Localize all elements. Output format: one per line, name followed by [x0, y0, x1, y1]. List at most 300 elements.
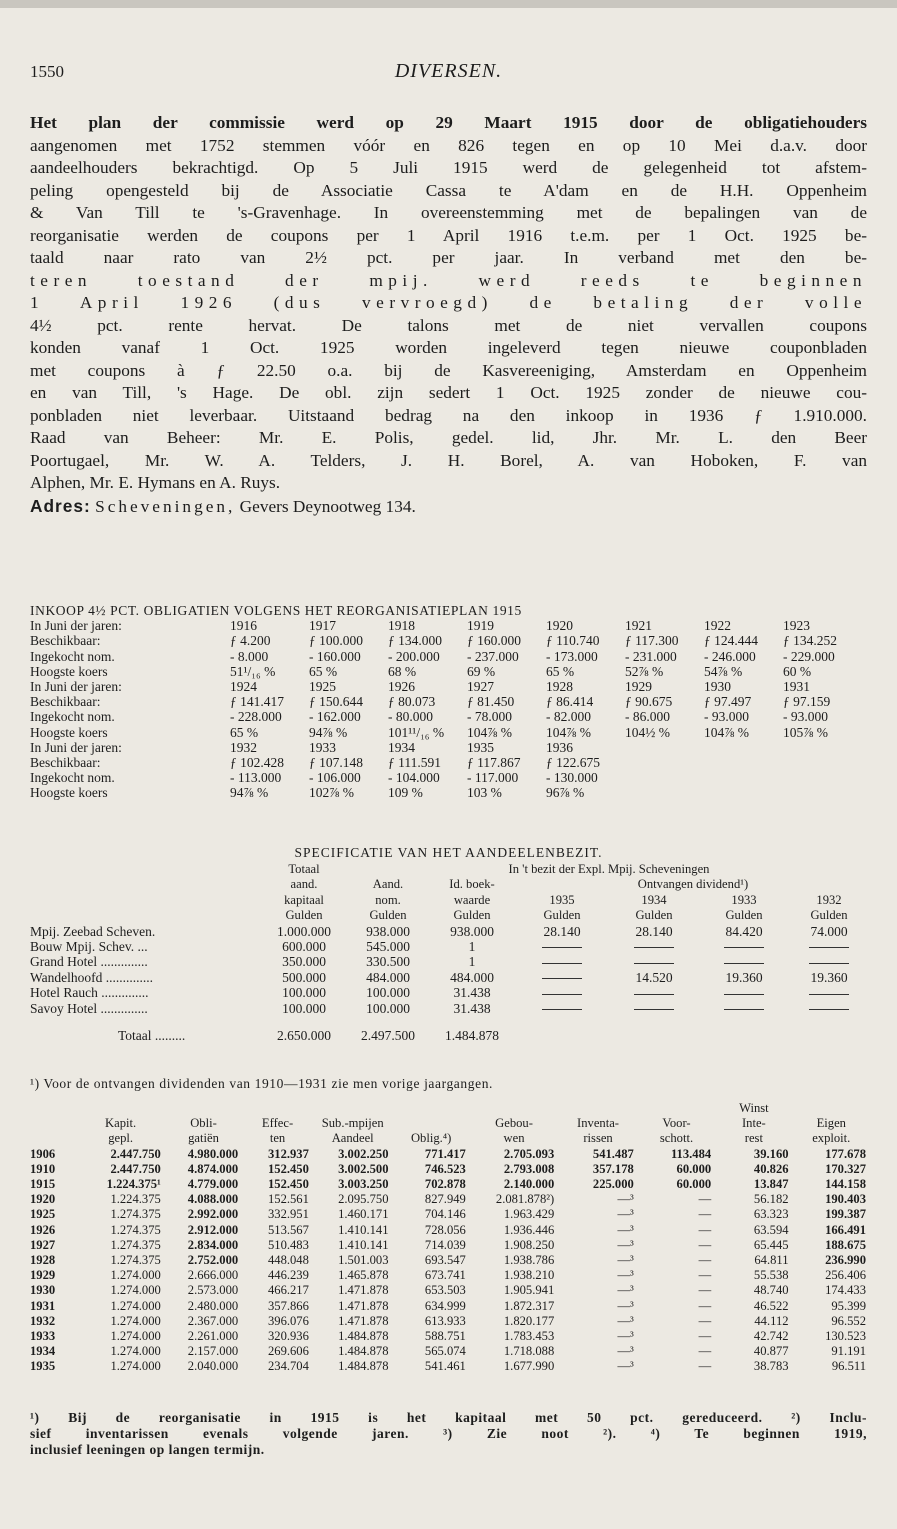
inkoop-cell: 102⅞ % [309, 785, 354, 801]
spec-dash [608, 985, 700, 1000]
inkoop-cell: 94⅞ % [309, 724, 348, 740]
inkoop-cell: ƒ 110.740 [546, 633, 600, 649]
spec-head: Totaal [288, 862, 320, 876]
finance-cell: 448.048 [267, 1253, 309, 1268]
inkoop-cell: - 229.000 [783, 648, 835, 664]
spec-cell: 74.000 [810, 923, 848, 939]
spec-cell: 1.000.000 [277, 923, 331, 939]
inkoop-cell: - 93.000 [704, 709, 749, 725]
finance-head: Effec- [261, 1116, 294, 1131]
finance-cell: 1.410.141 [338, 1237, 389, 1252]
finance-cell: — [698, 1222, 712, 1237]
finance-head: exploit. [812, 1131, 851, 1146]
inkoop-cell: 104⅞ % [467, 724, 512, 740]
finance-cell: —³ [617, 1344, 634, 1359]
inkoop-cell: 96⅞ % [546, 785, 585, 801]
spec-dash [516, 970, 608, 985]
finance-head: wen [503, 1131, 525, 1146]
dash-mark [809, 1009, 849, 1010]
finance-cell: 56.182 [753, 1192, 789, 1207]
finance-row [30, 1147, 870, 1162]
finance-head: Oblig.⁴) [410, 1131, 452, 1146]
finance-cell: —³ [617, 1192, 634, 1207]
spec-table [30, 862, 870, 1043]
inkoop-cell: 60 % [783, 663, 812, 679]
finance-cell: 1.274.000 [110, 1313, 161, 1328]
spec-row-label: Savoy Hotel .............. [30, 1000, 148, 1016]
finance-cell: 269.606 [267, 1344, 309, 1359]
inkoop-cell [625, 755, 704, 770]
finance-cell: 63.323 [753, 1207, 789, 1222]
finance-cell: 13.847 [753, 1177, 789, 1192]
spec-head: waarde [453, 892, 491, 907]
finance-head [30, 1116, 76, 1131]
finance-cell: 96.552 [831, 1313, 866, 1328]
finance-cell: 44.112 [754, 1313, 789, 1328]
spec-row-label: Bouw Mpij. Schev. ... [30, 939, 148, 955]
inkoop-cell: 1934 [388, 739, 415, 755]
spec-cell: 1 [468, 954, 476, 970]
finance-cell: 613.933 [424, 1313, 466, 1328]
finance-head-row [30, 1101, 870, 1116]
finance-head-row [30, 1131, 870, 1146]
inkoop-title: INKOOP 4½ PCT. OBLIGATIEN VOLGENS HET REORGANISATIEPLAN 1915 [30, 603, 522, 618]
spec-title: SPECIFICATIE VAN HET AANDEELENBEZIT. [294, 845, 603, 860]
paragraph-line: teren toestand der mpij. werd reeds te beginnen [30, 270, 867, 290]
dash-mark [634, 947, 674, 948]
finance-head [392, 1116, 469, 1131]
finance-cell: 446.239 [267, 1268, 309, 1283]
inkoop-cell: 1928 [546, 679, 573, 694]
inkoop-cell: - 173.000 [546, 648, 598, 664]
finance-head [470, 1101, 558, 1116]
finance-row [30, 1162, 870, 1177]
finance-cell: 1.274.000 [110, 1359, 161, 1374]
finance-cell: 2.992.000 [187, 1207, 239, 1222]
inkoop-cell: 1921 [625, 618, 652, 634]
finance-row [30, 1344, 870, 1359]
finance-cell: 166.491 [825, 1222, 866, 1237]
finance-cell: — [698, 1313, 712, 1328]
finance-cell: 1.274.000 [110, 1268, 161, 1283]
spec-cell: 938.000 [450, 923, 494, 939]
finance-cell: 177.678 [825, 1146, 866, 1161]
inkoop-cell: - 78.000 [467, 709, 512, 725]
finance-head: rissen [583, 1131, 613, 1146]
inkoop-cell: 104⅞ % [704, 724, 749, 740]
finance-cell: 728.056 [424, 1222, 466, 1237]
inkoop-cell: 1936 [546, 739, 573, 755]
finance-year: 1906 [30, 1146, 56, 1161]
finance-row [30, 1314, 870, 1329]
spec-cell: 545.000 [366, 939, 410, 955]
finance-cell: 1.410.141 [338, 1222, 389, 1237]
spec-row-label: Hotel Rauch .............. [30, 985, 149, 1001]
inkoop-cell: - 80.000 [388, 709, 433, 725]
inkoop-cell [704, 755, 783, 770]
inkoop-cell: ƒ 97.159 [783, 694, 831, 710]
finance-year: 1915 [30, 1177, 56, 1192]
dash-mark [542, 1009, 582, 1010]
finance-cell: 510.483 [267, 1237, 309, 1252]
inkoop-cell: 109 % [388, 785, 423, 801]
inkoop-cell: 54⅞ % [704, 663, 743, 679]
spec-dash [516, 1001, 608, 1016]
spec-total-value: 2.497.500 [361, 1028, 415, 1044]
spec-cell: 31.438 [453, 985, 491, 1001]
finance-cell: 3.002.500 [338, 1161, 389, 1176]
paragraph-line: aandeelhouders bekrachtigd. Op 5 Juli 1915 werd de gelegenheid tot afstem- [30, 158, 867, 177]
finance-cell: 1.677.990 [503, 1359, 555, 1374]
inkoop-cell [783, 740, 862, 755]
finance-head: gatiën [188, 1131, 219, 1146]
inkoop-cell: 94⅞ % [230, 785, 269, 801]
spec-head: 1932 [816, 892, 842, 907]
inkoop-row-label: Ingekocht nom. [30, 709, 115, 725]
spec-dash [700, 985, 788, 1000]
spec-head: Gulden [453, 908, 491, 923]
finance-head: Sub.-mpijen [321, 1116, 384, 1131]
spec-dash [700, 939, 788, 954]
finance-head: Winst [739, 1101, 769, 1115]
footnote-line: sief inventarissen evenals volgende jaren. ³) Zie noot ²). ⁴) Te beginnen 1919, [30, 1426, 867, 1441]
finance-cell: 2.666.000 [187, 1268, 239, 1283]
finance-cell: —³ [617, 1298, 634, 1313]
spec-cell: 28.140 [635, 923, 673, 939]
spec-head: Ontvangen dividend¹) [637, 877, 749, 892]
footnote-line: inclusief leeningen op langen termijn. [30, 1442, 265, 1457]
finance-cell: 1.465.878 [338, 1268, 389, 1283]
inkoop-cell: 1923 [783, 618, 810, 634]
finance-cell: 55.538 [753, 1268, 789, 1283]
address-line [30, 495, 867, 518]
spec-total-value: 2.650.000 [277, 1028, 331, 1044]
spec-head: 1933 [731, 892, 757, 907]
finance-cell: 236.990 [825, 1253, 866, 1268]
finance-cell: 1.274.000 [110, 1298, 161, 1313]
finance-head: Gebou- [495, 1116, 533, 1131]
inkoop-cell [783, 770, 862, 785]
inkoop-cell: ƒ 90.675 [625, 694, 673, 710]
inkoop-cell: - 160.000 [309, 648, 361, 664]
finance-cell: 1.471.878 [338, 1283, 389, 1298]
inkoop-cell: 52⅞ % [625, 663, 664, 679]
inkoop-row-label: Beschikbaar: [30, 633, 101, 649]
finance-year: 1930 [30, 1283, 56, 1298]
spec-cell: 600.000 [282, 939, 326, 955]
finance-cell: 396.076 [267, 1313, 309, 1328]
inkoop-cell: ƒ 160.000 [467, 633, 521, 649]
finance-year: 1920 [30, 1192, 56, 1207]
spec-head: nom. [375, 892, 401, 907]
finance-cell: 225.000 [592, 1177, 634, 1192]
inkoop-row [30, 740, 862, 755]
inkoop-cell: 65 % [309, 663, 338, 679]
spec-dash [700, 954, 788, 969]
spec-head: Gulden [725, 908, 763, 923]
inkoop-cell: ƒ 150.644 [309, 694, 363, 710]
finance-head: Inte- [741, 1116, 766, 1131]
finance-table [30, 1101, 870, 1375]
finance-year: 1927 [30, 1237, 56, 1252]
finance-cell: 1.274.000 [110, 1329, 161, 1344]
inkoop-cell: ƒ 122.675 [546, 755, 600, 771]
inkoop-cell: 65 % [546, 663, 575, 679]
paragraph-line: Raad van Beheer: Mr. E. Polis, gedel. lid, Jhr. Mr. L. den Beer [30, 428, 867, 447]
finance-head [242, 1101, 313, 1116]
inkoop-cell [783, 785, 862, 800]
inkoop-row [30, 649, 862, 664]
inkoop-row [30, 633, 862, 648]
finance-cell: 96.511 [831, 1359, 866, 1374]
finance-row [30, 1329, 870, 1344]
finance-cell: 702.878 [424, 1177, 466, 1192]
finance-year: 1933 [30, 1329, 56, 1344]
finance-cell: 1.938.210 [503, 1268, 555, 1283]
finance-head [76, 1101, 164, 1116]
finance-cell: 2.834.000 [187, 1237, 239, 1252]
inkoop-cell: ƒ 141.417 [230, 694, 284, 710]
finance-row [30, 1177, 870, 1192]
finance-cell: — [698, 1298, 712, 1313]
finance-head: schott. [659, 1131, 694, 1146]
dash-mark [809, 963, 849, 964]
finance-row [30, 1359, 870, 1374]
finance-cell: 1.872.317 [503, 1298, 555, 1313]
finance-cell: — [698, 1359, 712, 1374]
inkoop-cell: ƒ 134.252 [783, 633, 837, 649]
finance-cell: 174.433 [825, 1283, 866, 1298]
inkoop-cell: - 237.000 [467, 648, 519, 664]
spec-row-label: Grand Hotel .............. [30, 954, 148, 970]
finance-cell: 466.217 [267, 1283, 309, 1298]
finance-cell: — [698, 1283, 712, 1298]
inkoop-row-label: Ingekocht nom. [30, 648, 115, 664]
inkoop-row [30, 709, 862, 724]
inkoop-cell: - 246.000 [704, 648, 756, 664]
spec-head: Gulden [543, 908, 581, 923]
inkoop-cell: 104⅞ % [546, 724, 591, 740]
finance-cell: 1.908.250 [503, 1237, 555, 1252]
finance-rows [30, 1101, 870, 1375]
spec-head: 1934 [641, 892, 667, 907]
inkoop-rows [30, 618, 862, 800]
finance-cell: 2.157.000 [187, 1344, 239, 1359]
finance-cell: 3.002.250 [338, 1146, 389, 1161]
paragraph-line: Het plan der commissie werd op 29 Maart 1915 door de obligatiehouders [30, 113, 867, 132]
spec-row [30, 939, 870, 954]
spec-cell: 19.360 [810, 969, 848, 985]
paragraph-line: aangenomen met 1752 stemmen vóór en 826 tegen en op 10 Mei d.a.v. door [30, 135, 867, 155]
spec-head: aand. [290, 877, 318, 892]
inkoop-cell [625, 785, 704, 800]
finance-cell: 1.484.878 [338, 1344, 389, 1359]
page-number: 1550 [30, 62, 64, 81]
spec-dash [608, 1001, 700, 1016]
finance-head [165, 1101, 242, 1116]
finance-cell: 38.783 [753, 1359, 789, 1374]
finance-cell: 1.936.446 [503, 1222, 555, 1237]
inkoop-row-label: Hoogste koers [30, 785, 108, 801]
inkoop-cell: - 231.000 [625, 648, 677, 664]
dash-mark [809, 947, 849, 948]
inkoop-cell: ƒ 117.867 [467, 755, 521, 771]
finance-head [313, 1101, 393, 1116]
spec-head: Id. boek- [449, 877, 495, 892]
finance-cell: 3.003.250 [338, 1177, 389, 1192]
finance-cell: 188.675 [825, 1237, 866, 1252]
inkoop-row [30, 785, 862, 800]
finance-cell: 1.274.375 [110, 1222, 161, 1237]
spec-cell: 330.500 [366, 954, 410, 970]
finance-cell: 312.937 [267, 1146, 309, 1161]
inkoop-cell [783, 755, 862, 770]
finance-cell: 2.095.750 [338, 1192, 389, 1207]
paragraph-line: reorganisatie werden de coupons per 1 April 1916 t.e.m. per 1 Oct. 1925 be- [30, 225, 867, 245]
inkoop-cell: 1930 [704, 679, 731, 694]
finance-cell: 746.523 [424, 1161, 466, 1176]
paragraph-line: en van Till, 's Hage. De obl. zijn sedert 1 Oct. 1925 zonder de nieuwe cou- [30, 383, 867, 402]
finance-head [558, 1101, 638, 1116]
spec-cell: 1 [468, 939, 476, 955]
spec-dash [516, 954, 608, 969]
finance-year: 1931 [30, 1298, 56, 1313]
inkoop-cell: 1926 [388, 679, 415, 694]
finance-head: ten [269, 1131, 286, 1146]
spec-dash [788, 939, 870, 954]
inkoop-cell: - 93.000 [783, 709, 828, 725]
paragraph-line: met coupons à ƒ 22.50 o.a. bij de Kasvereeniging, Amsterdam en Oppenheim [30, 360, 867, 380]
spec-row [30, 985, 870, 1000]
dash-mark [724, 947, 764, 948]
inkoop-cell: 104½ % [625, 724, 670, 740]
spec-dash [516, 939, 608, 954]
dash-mark [634, 994, 674, 995]
finance-head: Inventa- [577, 1116, 620, 1131]
finance-cell: 190.403 [825, 1192, 866, 1207]
finance-head [793, 1101, 870, 1116]
inkoop-cell: 1922 [704, 618, 731, 634]
finance-cell: 1.471.878 [338, 1298, 389, 1313]
inkoop-cell: - 162.000 [309, 709, 361, 725]
finance-cell: 40.877 [753, 1344, 789, 1359]
finance-cell: 2.912.000 [187, 1222, 239, 1237]
finance-cell: 357.178 [592, 1161, 634, 1176]
dash-mark [809, 994, 849, 995]
dash-mark [634, 1009, 674, 1010]
finance-cell: — [698, 1329, 712, 1344]
spec-cell: 100.000 [282, 1000, 326, 1016]
inkoop-cell: - 104.000 [388, 770, 440, 786]
spec-footnote: ¹) Voor de ontvangen dividenden van 1910—1931 zie men vorige jaargangen. [30, 1076, 494, 1091]
inkoop-cell: ƒ 107.148 [309, 755, 363, 771]
spec-total-label: Totaal ......... [118, 1028, 186, 1044]
finance-cell: 2.752.000 [187, 1253, 239, 1268]
spec-dash [608, 954, 700, 969]
finance-cell: 65.445 [753, 1237, 789, 1252]
inkoop-cell: 65 % [230, 724, 259, 740]
finance-head [638, 1101, 715, 1116]
spec-cell: 484.000 [366, 969, 410, 985]
finance-cell: 1.471.878 [338, 1313, 389, 1328]
finance-head: Obli- [190, 1116, 217, 1131]
inkoop-row-label: In Juni der jaren: [30, 679, 122, 694]
inkoop-cell: 1917 [309, 618, 336, 634]
finance-cell: 1.820.177 [503, 1313, 555, 1328]
finance-cell: 1.274.375 [110, 1207, 161, 1222]
finance-head: gepl. [108, 1131, 134, 1146]
inkoop-cell: ƒ 97.497 [704, 694, 752, 710]
finance-cell: 704.146 [424, 1207, 466, 1222]
inkoop-cell: - 82.000 [546, 709, 591, 725]
main-paragraph [30, 112, 867, 517]
dash-mark [724, 963, 764, 964]
inkoop-row-label: Hoogste koers [30, 724, 108, 740]
address-street: Gevers Deynootweg 134. [239, 496, 416, 516]
spec-head: Gulden [810, 908, 848, 923]
spec-cell: 100.000 [366, 985, 410, 1001]
dash-mark [542, 963, 582, 964]
inkoop-cell: 1931 [783, 679, 810, 694]
finance-cell: — [698, 1207, 712, 1222]
finance-cell: 4.980.000 [187, 1146, 239, 1161]
finance-cell: 1.460.171 [338, 1207, 389, 1222]
inkoop-cell: - 130.000 [546, 770, 598, 786]
inkoop-cell: ƒ 117.300 [625, 633, 679, 649]
paragraph-line: & Van Till te 's-Gravenhage. In overeenstemming met de bepalingen van de [30, 203, 867, 222]
finance-year: 1928 [30, 1253, 56, 1268]
finance-cell: 91.191 [831, 1344, 866, 1359]
spec-row [30, 954, 870, 969]
finance-row [30, 1268, 870, 1283]
finance-head [30, 1101, 76, 1116]
finance-cell: 1.274.375 [110, 1253, 161, 1268]
inkoop-row-label: Ingekocht nom. [30, 770, 115, 786]
inkoop-cell: 105⅞ % [783, 724, 828, 740]
finance-cell: — [698, 1344, 712, 1359]
inkoop-cell: ƒ 81.450 [467, 694, 515, 710]
finance-cell: 1.963.429 [503, 1207, 555, 1222]
address-label: Adres: [30, 495, 91, 516]
inkoop-row [30, 664, 862, 679]
inkoop-cell: ƒ 4.200 [230, 633, 271, 649]
finance-cell: —³ [617, 1222, 634, 1237]
paragraph-line: Alphen, Mr. E. Hymans en A. Ruys. [30, 473, 281, 492]
finance-cell: 48.740 [753, 1283, 789, 1298]
finance-cell: 4.874.000 [187, 1161, 239, 1176]
spec-cell: 500.000 [282, 969, 326, 985]
inkoop-cell: 1916 [230, 618, 257, 634]
inkoop-cell: 51¹/₁₆ % [230, 663, 276, 679]
finance-head-row [30, 1116, 870, 1131]
spec-dash [608, 939, 700, 954]
finance-cell: 1.274.000 [110, 1283, 161, 1298]
inkoop-row [30, 694, 862, 709]
finance-cell: 513.567 [267, 1222, 309, 1237]
finance-row [30, 1299, 870, 1314]
finance-cell: 2.261.000 [187, 1329, 239, 1344]
finance-cell: 332.951 [267, 1207, 309, 1222]
spec-head: Gulden [635, 908, 673, 923]
running-title: DIVERSEN. [394, 60, 503, 82]
spec-head: Aand. [372, 877, 404, 892]
finance-cell: 40.826 [753, 1161, 789, 1176]
finance-row [30, 1223, 870, 1238]
spec-cell: 14.520 [635, 969, 673, 985]
finance-cell: 2.705.093 [503, 1146, 555, 1161]
inkoop-cell: 101¹¹/₁₆ % [388, 724, 445, 740]
inkoop-cell: 1927 [467, 679, 494, 694]
